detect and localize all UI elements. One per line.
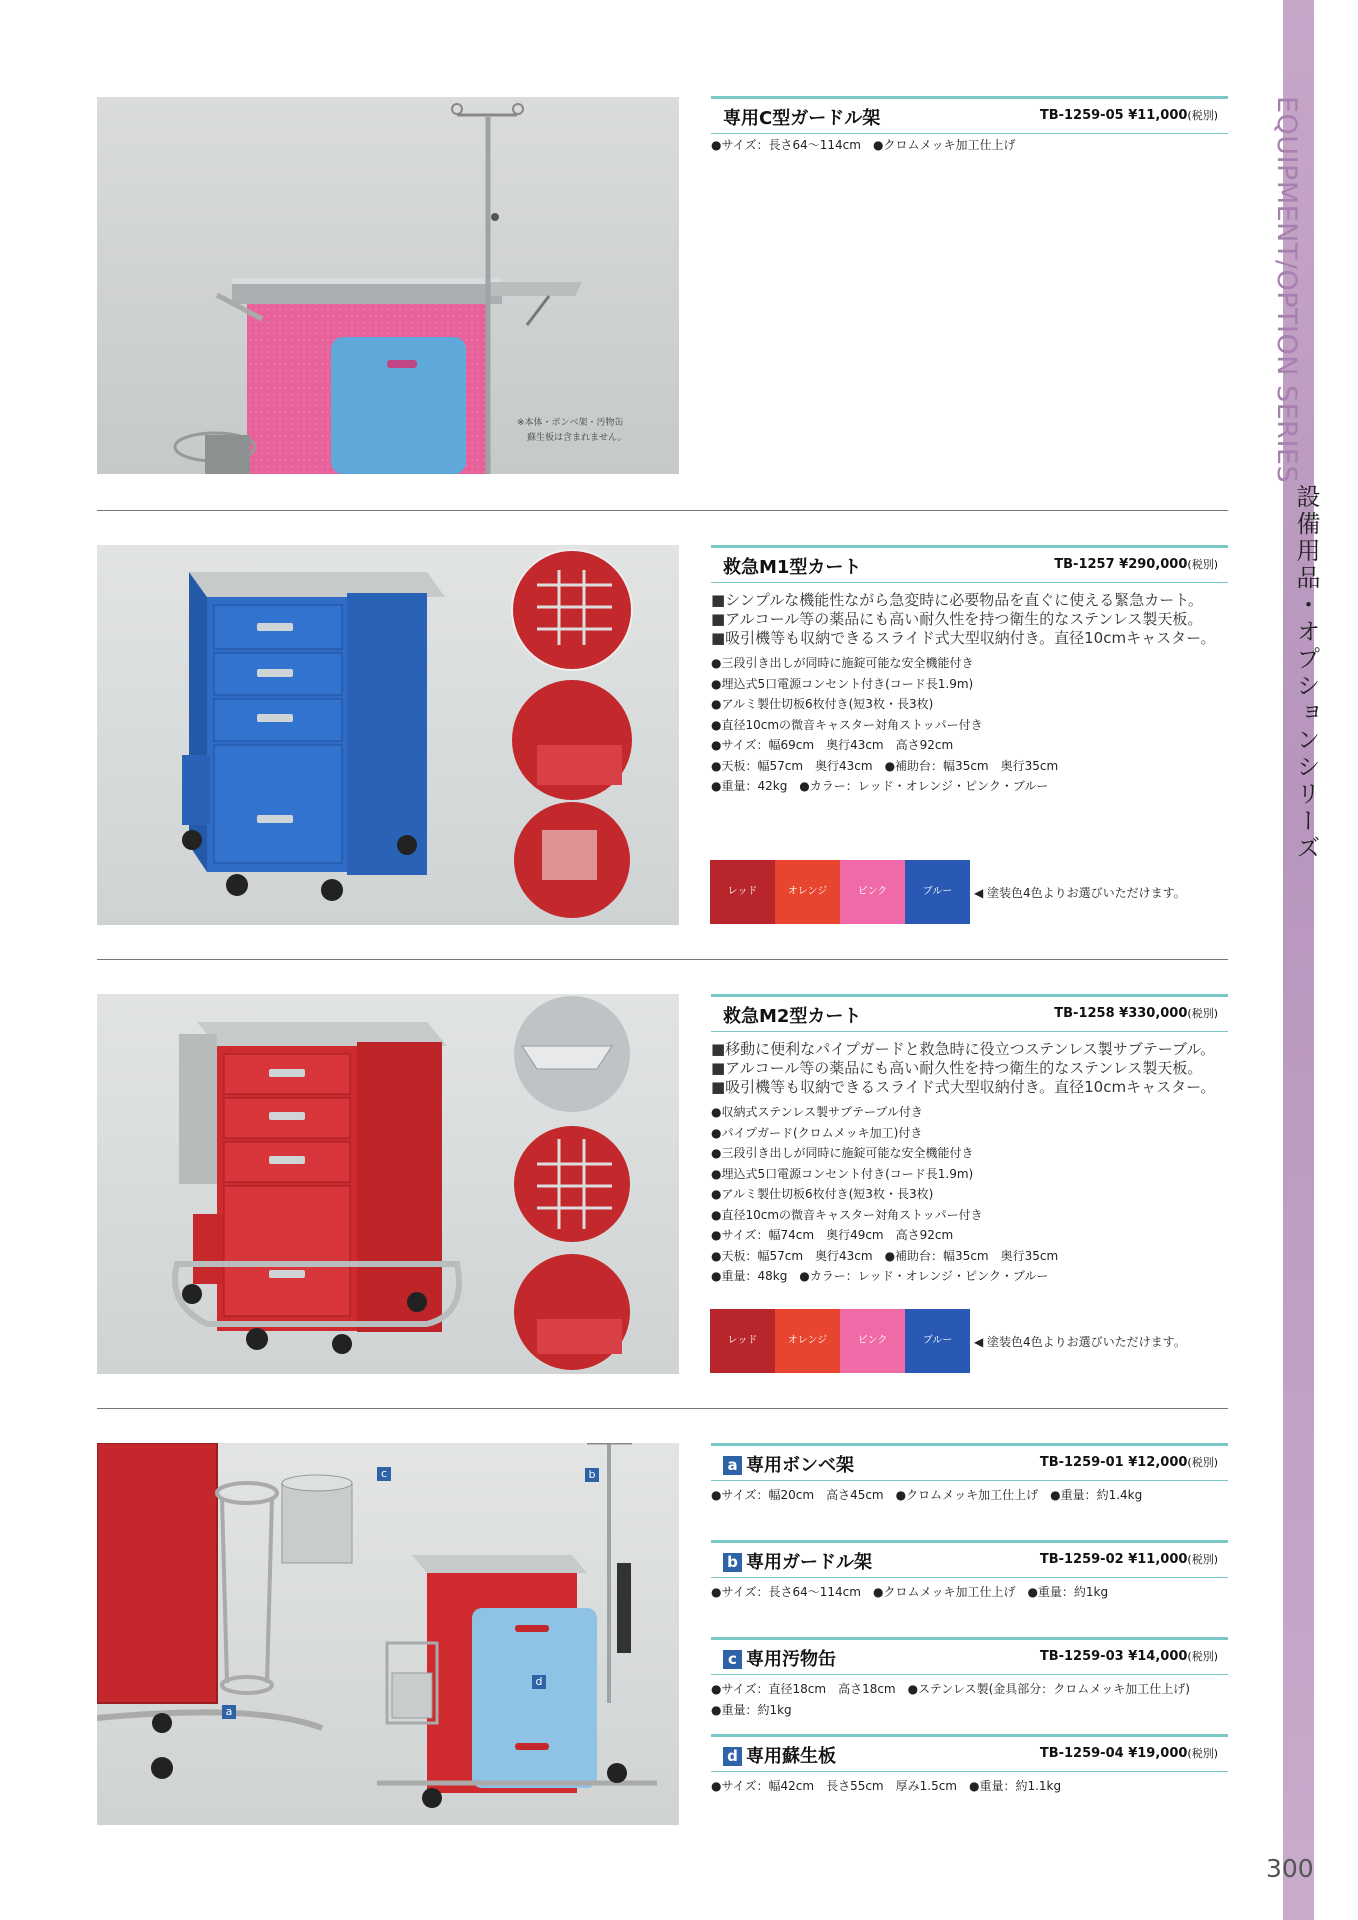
side-title-en: EQUIPMENT/OPTION SERIES	[1271, 96, 1302, 484]
spec-line: ●サイズ：幅74cm 奥行49cm 高さ92cm	[711, 1228, 954, 1242]
tax-label: (税別)	[1187, 1456, 1218, 1469]
spec-line: ●サイズ：幅20cm 高さ45cm ●クロムメッキ加工仕上げ ●重量：約1.4kg	[711, 1488, 1143, 1502]
product-name: 専用ボンベ架	[746, 1455, 854, 1476]
note-not-included-1: ※本体・ボンベ架・汚物缶	[517, 418, 624, 428]
side-title-jp: 設備用品・オプションシリーズ	[1292, 484, 1320, 862]
product-name: 救急M1型カート	[723, 557, 862, 578]
swatch-blue: ブルー	[905, 860, 970, 924]
tag-c: c	[377, 1467, 391, 1481]
spec-line: ●直径10cmの微音キャスター対角ストッパー付き	[711, 717, 983, 732]
tax-label: (税別)	[1187, 1747, 1218, 1760]
options-illustration	[97, 1443, 679, 1825]
product-title-m2	[711, 994, 1228, 1032]
product-title-c-girdle	[711, 96, 1228, 134]
swatch-pink: ピンク	[840, 860, 905, 924]
m2-specs	[711, 1102, 1058, 1287]
m1-specs	[711, 653, 1058, 797]
letter-badge: a	[723, 1456, 742, 1475]
swatch-red: レッド	[710, 860, 775, 924]
tag-a: a	[222, 1705, 236, 1719]
photo-c-girdle	[97, 97, 679, 474]
product-name: 専用蘇生板	[746, 1746, 836, 1767]
spec-line: ●天板：幅57cm 奥行43cm ●補助台：幅35cm 奥行35cm	[711, 758, 1059, 773]
tax-label: (税別)	[1187, 1553, 1218, 1566]
spec-line: ●重量：42kg ●カラー：レッド・オレンジ・ピンク・ブルー	[711, 779, 1049, 793]
tax-label: (税別)	[1187, 558, 1218, 571]
product-title-c	[711, 1637, 1228, 1675]
product-title-b	[711, 1540, 1228, 1578]
m1-cart-illustration	[97, 545, 679, 925]
product-title-m1	[711, 545, 1228, 583]
swatch-pink: ピンク	[840, 1309, 905, 1373]
m1-description	[711, 591, 1215, 648]
spec-line: ●直径10cmの微音キャスター対角ストッパー付き	[711, 1207, 983, 1222]
tax-label: (税別)	[1187, 109, 1218, 122]
spec-line: ●埋込式5口電源コンセント付き(コード長1.9m)	[711, 676, 974, 691]
m2-description	[711, 1040, 1215, 1097]
product-name: 専用C型ガードル架	[723, 108, 881, 129]
tag-d: d	[532, 1675, 546, 1689]
color-note: ◀ 塗装色4色よりお選びいただけます。	[974, 1335, 1186, 1349]
note-not-included-2: 蘇生板は含まれません。	[527, 433, 627, 443]
color-note: ◀ 塗装色4色よりお選びいただけます。	[974, 886, 1186, 900]
product-name: 専用汚物缶	[746, 1649, 836, 1670]
spec-line: ●サイズ：直径18cm 高さ18cm ●ステンレス製(金具部分：クロムメッキ加工仕上げ)	[711, 1682, 1190, 1696]
divider	[97, 959, 1228, 960]
color-swatches-m1	[710, 860, 970, 924]
swatch-red: レッド	[710, 1309, 775, 1373]
divider	[97, 510, 1228, 511]
spec-line: ●重量：48kg ●カラー：レッド・オレンジ・ピンク・ブルー	[711, 1269, 1049, 1283]
product-title-d	[711, 1734, 1228, 1772]
product-name: 救急M2型カート	[723, 1006, 862, 1027]
spec-line: ●サイズ：幅42cm 長さ55cm 厚み1.5cm ●重量：約1.1kg	[711, 1779, 1062, 1793]
page-number: 300	[1266, 1854, 1314, 1883]
photo-options	[97, 1443, 679, 1825]
product-code-price: TB-1259-01 ¥12,000	[1039, 1455, 1188, 1470]
desc-line: ■シンプルな機能性ながら急変時に必要物品を直ぐに使える緊急カート。	[711, 591, 1203, 609]
product-code-price: TB-1258 ¥330,000	[1054, 1006, 1188, 1021]
color-swatches-m2	[710, 1309, 970, 1373]
desc-line: ■吸引機等も収納できるスライド式大型収納付き。直径10cmキャスター。	[711, 629, 1216, 647]
photo-m1-cart	[97, 545, 679, 925]
product-code-price: TB-1259-02 ¥11,000	[1039, 1552, 1188, 1567]
spec-line: ●アルミ製仕切板6枚付き(短3枚・長3枚)	[711, 697, 934, 711]
letter-badge: d	[723, 1747, 742, 1766]
spec-line: ●三段引き出しが同時に施錠可能な安全機能付き	[711, 656, 974, 670]
spec-lines	[711, 1679, 1190, 1720]
product-code-price: TB-1257 ¥290,000	[1054, 557, 1188, 572]
swatch-orange: オレンジ	[775, 860, 840, 924]
product-title-a	[711, 1443, 1228, 1481]
photo-m2-cart	[97, 994, 679, 1374]
tag-b: b	[585, 1468, 599, 1482]
swatch-orange: オレンジ	[775, 1309, 840, 1373]
spec-line: ●収納式ステンレス製サブテーブル付き	[711, 1105, 923, 1119]
spec-line: ●サイズ：長さ64〜114cm ●クロムメッキ加工仕上げ	[711, 138, 1016, 152]
spec-line: ●天板：幅57cm 奥行43cm ●補助台：幅35cm 奥行35cm	[711, 1248, 1059, 1263]
spec-line: ●三段引き出しが同時に施錠可能な安全機能付き	[711, 1146, 974, 1160]
desc-line: ■移動に便利なパイプガードと救急時に役立つステンレス製サブテーブル。	[711, 1040, 1216, 1058]
divider	[97, 1408, 1228, 1409]
spec-line: ●埋込式5口電源コンセント付き(コード長1.9m)	[711, 1166, 974, 1181]
desc-line: ■アルコール等の薬品にも高い耐久性を持つ衛生的なステンレス製天板。	[711, 610, 1203, 628]
tax-label: (税別)	[1187, 1650, 1218, 1663]
spec-line: ●パイプガード(クロムメッキ加工)付き	[711, 1125, 923, 1140]
tax-label: (税別)	[1187, 1007, 1218, 1020]
product-name: 専用ガードル架	[746, 1552, 872, 1573]
letter-badge: b	[723, 1553, 742, 1572]
spec-line: ●サイズ：長さ64〜114cm ●クロムメッキ加工仕上げ ●重量：約1kg	[711, 1585, 1109, 1599]
spec-line: ●サイズ：幅69cm 奥行43cm 高さ92cm	[711, 738, 954, 752]
product-code-price: TB-1259-04 ¥19,000	[1039, 1746, 1188, 1761]
product-code-price: TB-1259-03 ¥14,000	[1039, 1649, 1188, 1664]
spec-line: ●重量：約1kg	[711, 1702, 792, 1717]
spec-line: ●アルミ製仕切板6枚付き(短3枚・長3枚)	[711, 1187, 934, 1201]
letter-badge: c	[723, 1650, 742, 1669]
desc-line: ■吸引機等も収納できるスライド式大型収納付き。直径10cmキャスター。	[711, 1078, 1216, 1096]
swatch-blue: ブルー	[905, 1309, 970, 1373]
product-code-price: TB-1259-05 ¥11,000	[1039, 108, 1188, 123]
desc-line: ■アルコール等の薬品にも高い耐久性を持つ衛生的なステンレス製天板。	[711, 1059, 1203, 1077]
m2-cart-illustration	[97, 994, 679, 1374]
